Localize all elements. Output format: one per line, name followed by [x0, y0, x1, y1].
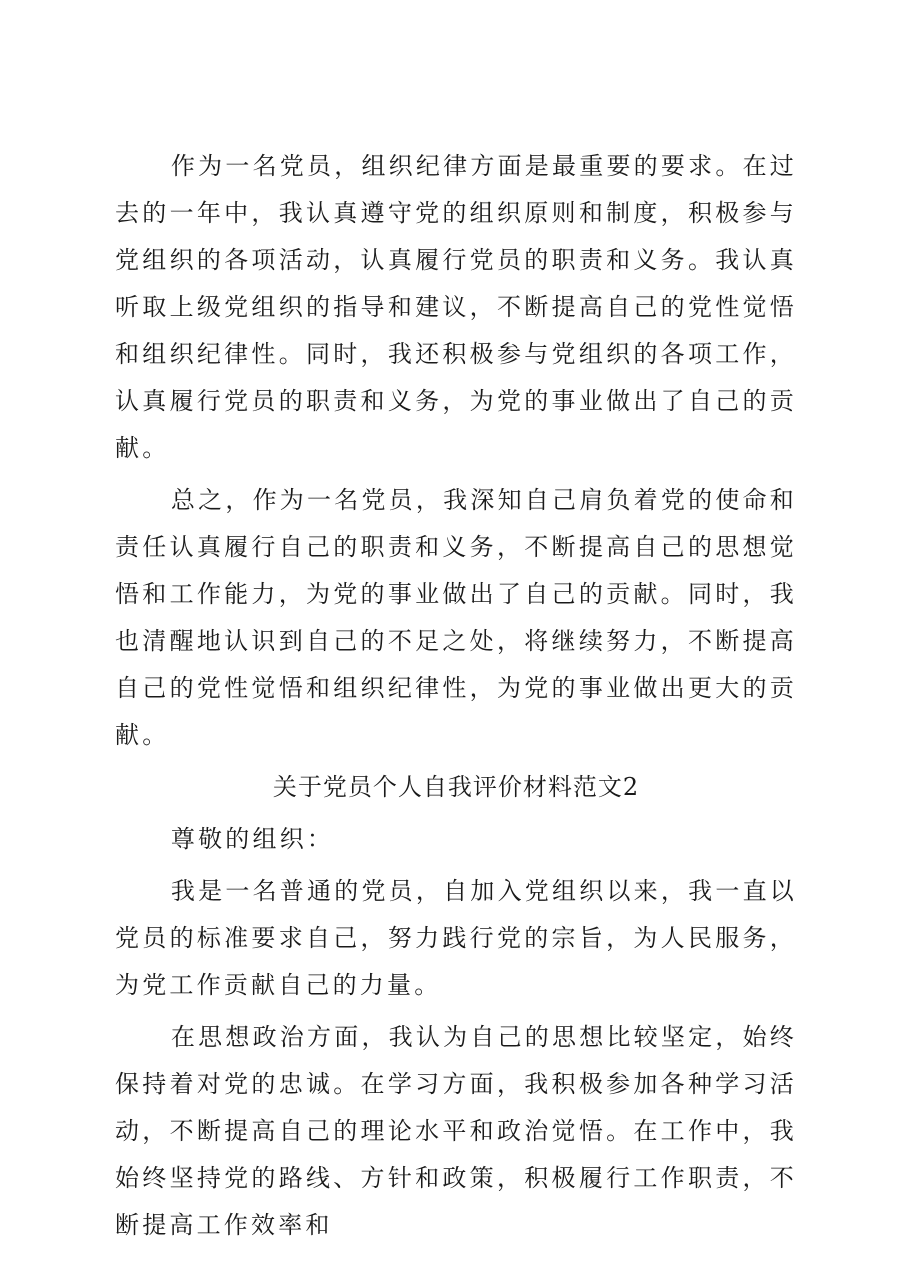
paragraph-organization-discipline: 作为一名党员，组织纪律方面是最重要的要求。在过去的一年中，我认真遵守党的组织原则和制度，积极参与党组织的各项活动，认真履行党员的职责和义务。我认真听取上级党组织的指导和建议，不断提高自己的党性觉悟和组织纪律性。同时，我还积极参与党组织的各项工作，认真履行党员的职责和义务，为党的事业做出了自己的贡献。: [115, 152, 797, 462]
document-body: [115, 143, 797, 1254]
paragraph-conclusion: 总之，作为一名党员，我深知自己肩负着党的使命和责任认真履行自己的职责和义务，不断提高自己的思想觉悟和工作能力，为党的事业做出了自己的贡献。同时，我也清醒地认识到自己的不足之处，将继续努力，不断提高自己的党性觉悟和组织纪律性，为党的事业做出更大的贡献。: [115, 486, 797, 749]
section-title: 关于党员个人自我评价材料范文2: [272, 773, 640, 801]
paragraph-introduction: 我是一名普通的党员，自加入党组织以来，我一直以党员的标准要求自己，努力践行党的宗旨，为人民服务，为党工作贡献自己的力量。: [115, 877, 797, 999]
salutation: 尊敬的组织：: [170, 825, 335, 853]
paragraph-political-thought: 在思想政治方面，我认为自己的思想比较坚定，始终保持着对党的忠诚。在学习方面，我积极参加各种学习活动，不断提高自己的理论水平和政治觉悟。在工作中，我始终坚持党的路线、方针和政策，积极履行工作职责，不断提高工作效率和: [115, 1023, 797, 1239]
